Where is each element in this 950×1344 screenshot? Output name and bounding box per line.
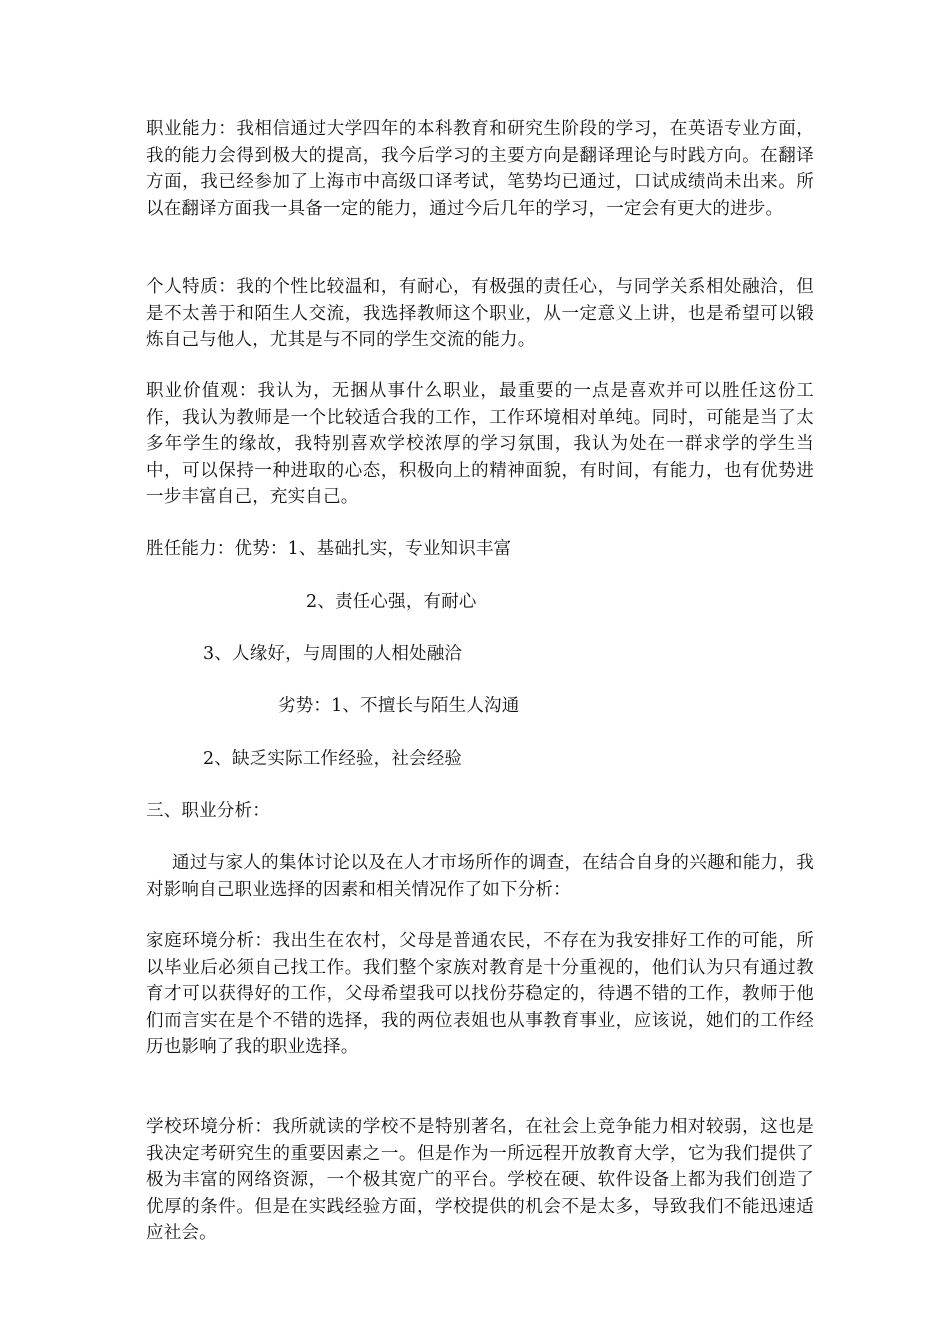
competence-strength-1: 胜任能力：优势：1、基础扎实，专业知识丰富: [146, 539, 512, 559]
competence-weakness-1: 劣势：1、不擅长与陌生人沟通: [278, 696, 520, 716]
paragraph-personal-traits: 个人特质：我的个性比较温和，有耐心，有极强的责任心，与同学关系相处融洽，但是不太善于和陌生人交流，我选择教师这个职业，从一定意义上讲，也是希望可以锻炼自己与他人，尤其是与不同的学生交流的能力。: [146, 277, 814, 350]
competence-strength-3: 3、人缘好，与周围的人相处融洽: [203, 644, 463, 664]
paragraph-career-ability: 职业能力：我相信通过大学四年的本科教育和研究生阶段的学习，在英语专业方面，我的能力会得到极大的提高，我今后学习的主要方向是翻译理论与时践方向。在翻译方面，我已经参加了上海市中高级口译考试，笔势均已通过，口试成绩尚未出来。所以在翻译方面我一具备一定的能力，通过今后几年的学习，一定会有更大的进步。: [146, 119, 814, 219]
paragraph-analysis-intro: 通过与家人的集体讨论以及在人才市场所作的调查，在结合自身的兴趣和能力，我对影响自己职业选择的因素和相关情况作了如下分析：: [146, 853, 814, 900]
paragraph-career-values: 职业价值观：我认为，无捆从事什么职业，最重要的一点是喜欢并可以胜任这份工作，我认为教师是一个比较适合我的工作，工作环境相对单纯。同时，可能是当了太多年学生的缘故，我特别喜欢学校浓厚的学习氛围，我认为处在一群求学的学生当中，可以保持一种进取的心态，积极向上的精神面貌，有时间，有能力，也有优势进一步丰富自己，充实自己。: [146, 381, 814, 507]
competence-strength-2: 2、责任心强，有耐心: [306, 592, 477, 612]
section-heading-career-analysis: 三、职业分析：: [146, 801, 270, 821]
paragraph-school-environment: 学校环境分析：我所就读的学校不是特别著名，在社会上竞争能力相对较弱，这也是我决定考研究生的重要因素之一。但是作为一所远程开放教育大学，它为我们提供了极为丰富的网络资源，一个极其宽广的平台。学校在硬、软件设备上都为我们创造了优厚的条件。但是在实践经验方面，学校提供的机会不是太多，导致我们不能迅速适应社会。: [146, 1117, 814, 1243]
paragraph-family-environment: 家庭环境分析：我出生在农村，父母是普通农民，不存在为我安排好工作的可能，所以毕业后必须自己找工作。我们整个家族对教育是十分重视的，他们认为只有通过教育才可以获得好的工作，父母希望我可以找份芬稳定的，待遇不错的工作，教师于他们而言实在是个不错的选择，我的两位表姐也从事教育事业，应该说，她们的工作经历也影响了我的职业选择。: [146, 931, 814, 1057]
competence-weakness-2: 2、缺乏实际工作经验，社会经验: [203, 749, 463, 769]
